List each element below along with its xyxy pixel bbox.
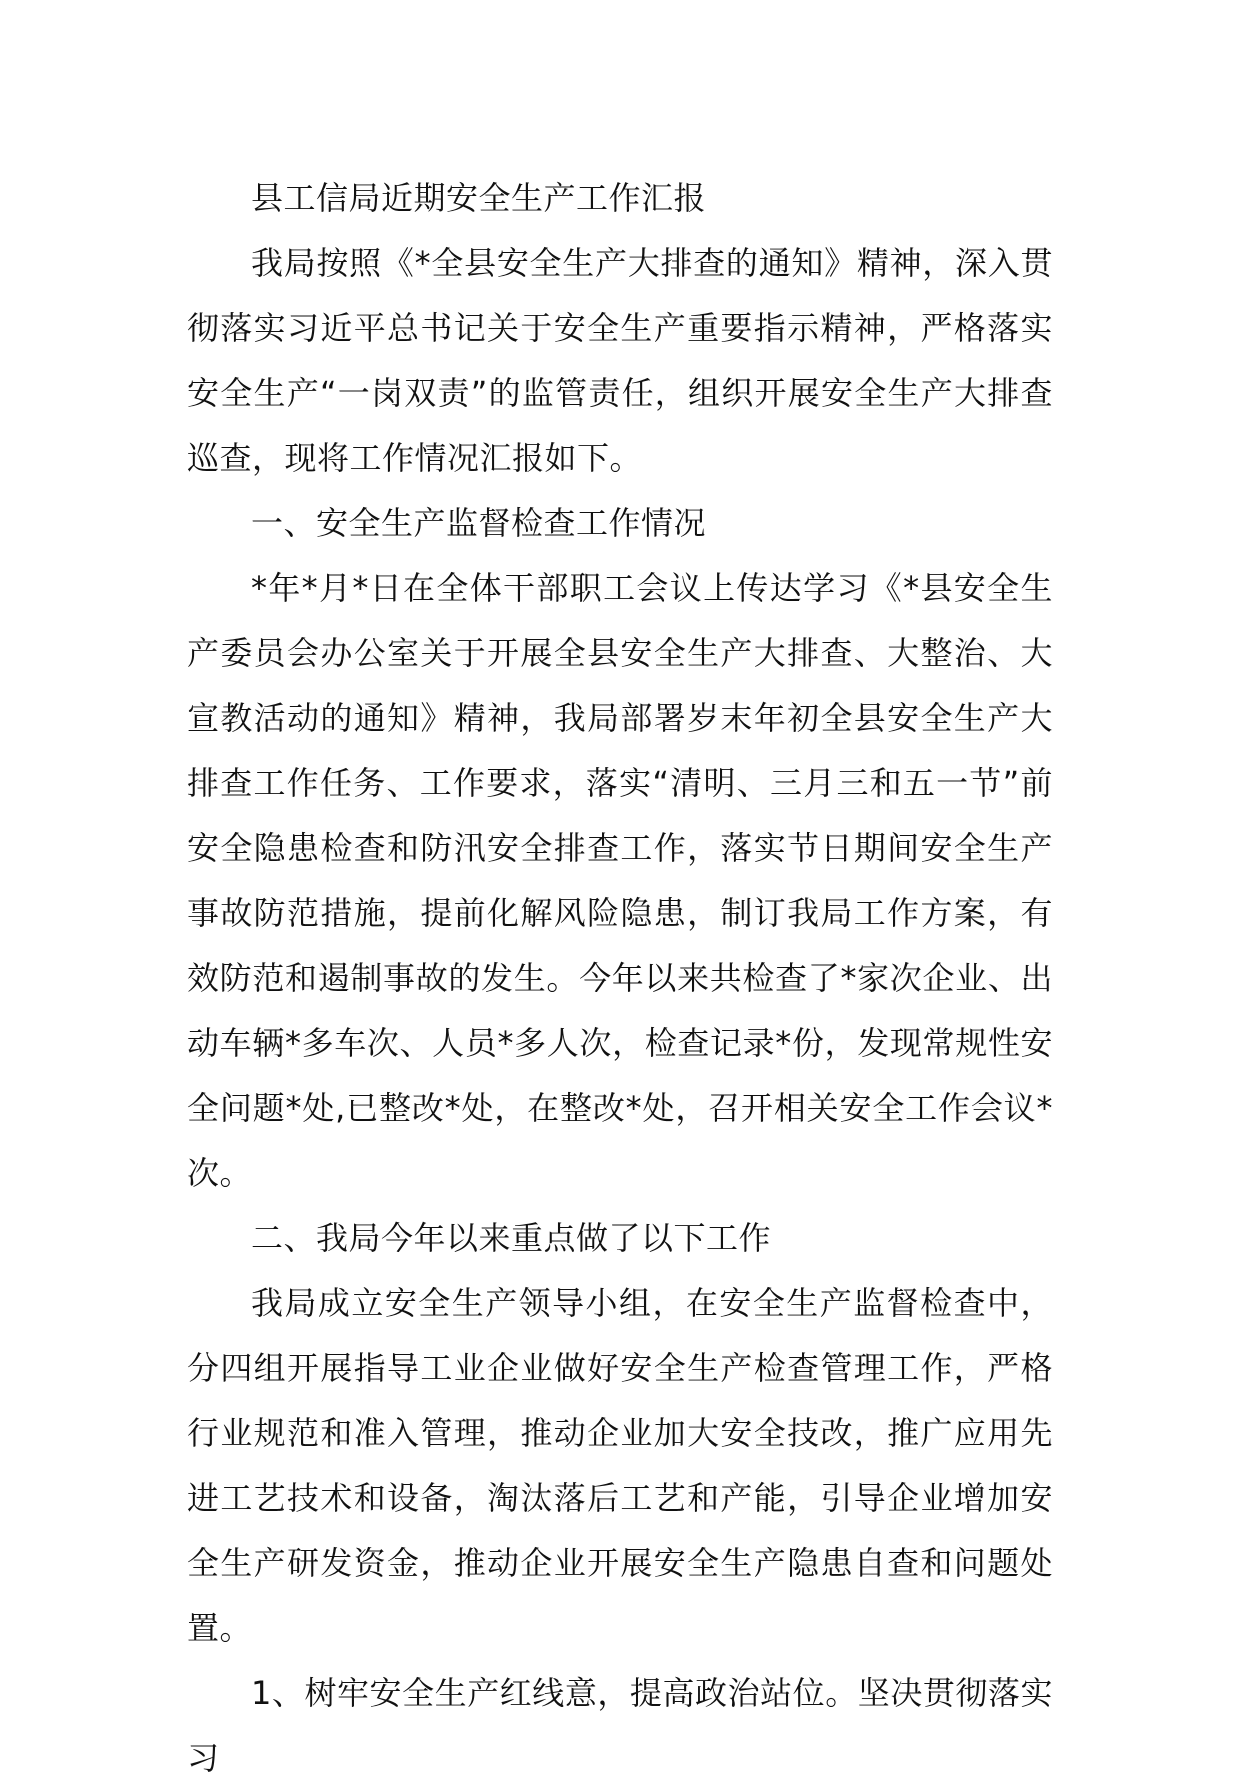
document-body	[187, 166, 1053, 1791]
item1-paragraph: 1、树牢安全生产红线意，提高政治站位。坚决贯彻落实习	[187, 1674, 1053, 1777]
section1-heading: 一、安全生产监督检查工作情况	[251, 504, 707, 542]
document-title: 县工信局近期安全生产工作汇报	[251, 179, 707, 217]
section1-paragraph: *年*月*日在全体干部职工会议上传达学习《*县安全生产委员会办公室关于开展全县安全生产大排查、大整治、大宣教活动的通知》精神，我局部署岁末年初全县安全生产大排查工作任务、工作要求，落实“清明、三月三和五一节”前安全隐患检查和防汛安全排查工作，落实节日期间安全生产事故防范措施，提前化解风险隐患，制订我局工作方案，有效防范和遏制事故的发生。今年以来共检查了*家次企业、出动车辆*多车次、人员*多人次，检查记录*份，发现常规性安全问题*处,已整改*处，在整改*处，召开相关安全工作会议*次。	[187, 569, 1053, 1192]
section2-paragraph: 我局成立安全生产领导小组，在安全生产监督检查中，分四组开展指导工业企业做好安全生产检查管理工作，严格行业规范和准入管理，推动企业加大安全技改，推广应用先进工艺技术和设备，淘汰落后工艺和产能，引导企业增加安全生产研发资金，推动企业开展安全生产隐患自查和问题处置。	[187, 1284, 1053, 1647]
section2-heading: 二、我局今年以来重点做了以下工作	[251, 1219, 772, 1257]
intro-paragraph: 我局按照《*全县安全生产大排查的通知》精神，深入贯彻落实习近平总书记关于安全生产重要指示精神，严格落实安全生产“一岗双责”的监管责任，组织开展安全生产大排查巡查，现将工作情况汇报如下。	[187, 244, 1053, 477]
